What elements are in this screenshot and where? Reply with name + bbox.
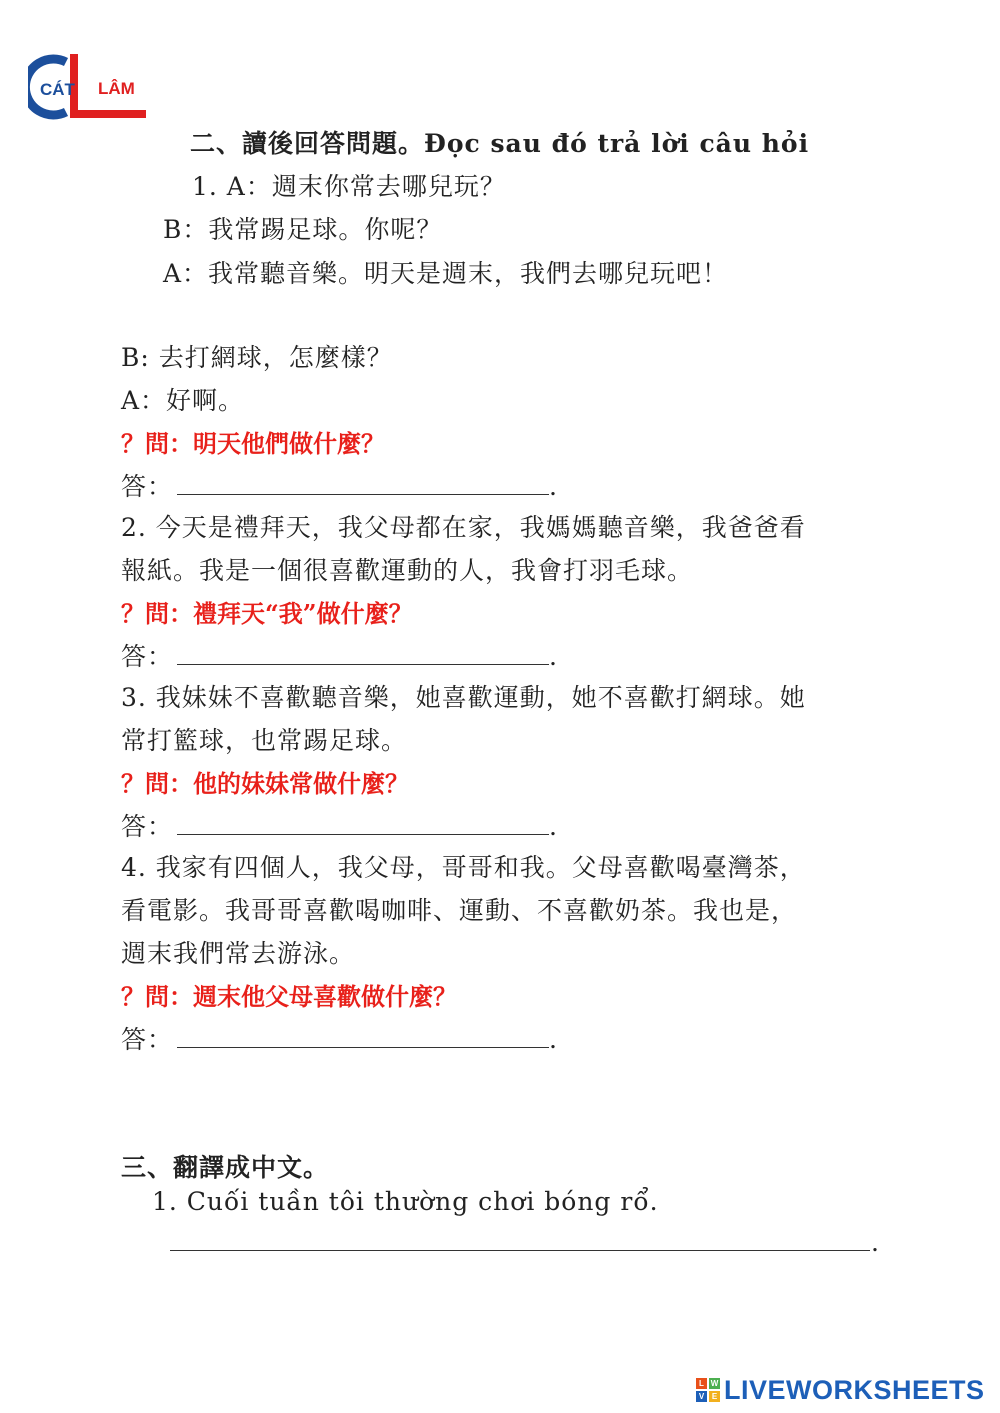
q2-answer-blank[interactable] (177, 640, 549, 665)
answer-end: . (549, 472, 558, 501)
q3-line1: 3. 我妹妹不喜歡聽音樂，她喜歡運動，她不喜歡打網球。她 (121, 683, 806, 712)
liveworksheets-icon (696, 1378, 720, 1402)
q1-line4: B: 去打網球，怎麼樣？ (121, 343, 393, 372)
q1-line3: A：我常聽音樂。明天是週末，我們去哪兒玩吧！ (163, 259, 729, 288)
q2-line2: 報紙。我是一個很喜歡運動的人，我會打羽毛球。 (121, 556, 694, 585)
q3-answer-row (121, 807, 558, 843)
q1-answer-blank[interactable] (177, 470, 549, 495)
q2-line1: 2. 今天是禮拜天，我父母都在家，我媽媽聽音樂，我爸爸看 (121, 513, 806, 542)
cat-lam-logo (28, 52, 153, 122)
section2-heading: 二、讀後回答問題。Đọc sau đó trả lời câu hỏi (190, 129, 810, 158)
liveworksheets-text: LIVEWORKSHEETS (724, 1374, 985, 1405)
q1-answer-row (121, 467, 558, 503)
q4-line2: 看電影。我哥哥喜歡喝咖啡、運動、不喜歡奶茶。我也是， (121, 896, 798, 925)
q4-line1: 4. 我家有四個人，我父母，哥哥和我。父母喜歡喝臺灣茶， (121, 853, 806, 882)
q4-question: ？問：週末他父母喜歡做什麼？ (121, 982, 457, 1011)
icon-letter: L (696, 1378, 707, 1389)
answer-label: 答： (121, 1025, 174, 1054)
q1-question: ？問：明天他們做什麼？ (121, 429, 385, 458)
q2-question: ？問：禮拜天“我”做什麼？ (121, 599, 413, 628)
answer-end: . (549, 1025, 558, 1054)
section3-item1: 1. Cuối tuần tôi thường chơi bóng rổ. (152, 1187, 659, 1216)
section3-answer-end: . (871, 1228, 880, 1257)
q1-line1: 1. A：週末你常去哪兒玩？ (192, 172, 506, 201)
icon-letter: V (696, 1391, 707, 1402)
answer-end: . (549, 642, 558, 671)
section3-answer-blank[interactable] (170, 1228, 870, 1251)
q4-answer-row (121, 1020, 558, 1056)
liveworksheets-watermark (696, 1376, 985, 1404)
q1-line5: A：好啊。 (121, 386, 245, 415)
answer-label: 答： (121, 642, 174, 671)
section3-heading: 三、翻譯成中文。 (121, 1153, 330, 1182)
q4-answer-blank[interactable] (177, 1023, 549, 1048)
logo-text-lam: LÂM (98, 79, 135, 98)
q4-line3: 週末我們常去游泳。 (121, 939, 356, 968)
answer-label: 答： (121, 812, 174, 841)
q3-line2: 常打籃球，也常踢足球。 (121, 726, 408, 755)
answer-label: 答： (121, 472, 174, 501)
q3-answer-blank[interactable] (177, 810, 549, 835)
answer-end: . (549, 812, 558, 841)
icon-letter: W (710, 1379, 719, 1388)
icon-letter: E (709, 1391, 720, 1402)
logo-text-cat: CÁT (40, 80, 75, 99)
q1-line2: B：我常踢足球。你呢？ (163, 215, 443, 244)
q3-question: ？問：他的妹妹常做什麼？ (121, 769, 409, 798)
q2-answer-row (121, 637, 558, 673)
